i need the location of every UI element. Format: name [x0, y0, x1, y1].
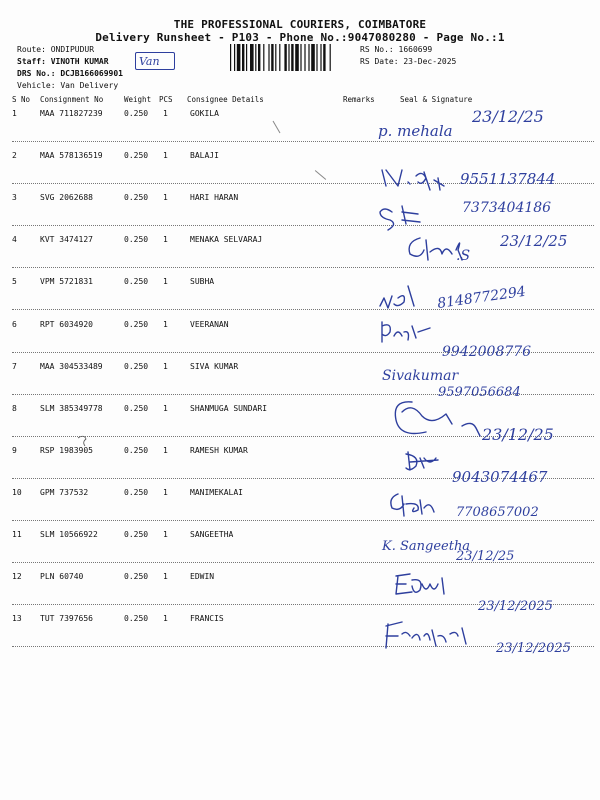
row-weight: 0.250: [124, 362, 149, 371]
row-weight: 0.250: [124, 572, 149, 581]
barcode-bar: [323, 44, 325, 71]
row-sno: 4: [12, 235, 17, 244]
row-pcs: 1: [163, 530, 168, 539]
signature-row8: [395, 402, 480, 436]
barcode-bar: [316, 44, 317, 71]
barcode-bar: [320, 44, 321, 71]
row-consignment: MAA 711827239: [40, 109, 103, 118]
row-pcs: 1: [163, 614, 168, 623]
staff-note-handwriting: Van: [139, 55, 160, 68]
row-sno: 10: [12, 488, 22, 497]
barcode-bar: [304, 44, 305, 71]
barcode-bar: [271, 44, 273, 71]
col-weight: Weight: [124, 95, 152, 104]
row-weight: 0.250: [124, 404, 149, 413]
signature-row6: [382, 322, 430, 342]
barcode-bar: [300, 44, 301, 71]
runsheet-subtitle: Delivery Runsheet - P103 - Phone No.:9047080280 - Page No.:1: [95, 31, 505, 44]
signature-row8-date: 23/12/25: [482, 425, 554, 444]
signature-row4-mark: .S: [456, 248, 471, 264]
barcode-bar: [255, 44, 256, 71]
row-consignment: SLM 10566922: [40, 530, 98, 539]
row-consignment: SLM 385349778: [40, 404, 103, 413]
row-pcs: 1: [163, 235, 168, 244]
row-consignee: RAMESH KUMAR: [190, 446, 248, 455]
signature-row5: [380, 286, 414, 308]
signature-row13-date: 23/12/2025: [496, 641, 571, 656]
barcode-bar: [308, 44, 309, 71]
row-consignment: PLN 60740: [40, 572, 84, 581]
barcode-bar: [246, 44, 247, 71]
row-consignment: MAA 304533489: [40, 362, 103, 371]
signature-row11-date: 23/12/25: [456, 549, 515, 564]
row-sno: 3: [12, 193, 17, 202]
row-sno: 9: [12, 446, 17, 455]
row-consignee: MENAKA SELVARAJ: [190, 235, 263, 244]
barcode-bar: [242, 44, 244, 71]
row-consignment: VPM 5721831: [40, 277, 93, 286]
row-sno: 6: [12, 320, 17, 329]
staff-note-box: [135, 52, 175, 70]
signature-area: [372, 100, 592, 660]
row-pcs: 1: [163, 362, 168, 371]
row-consignee: FRANCIS: [190, 614, 224, 623]
row-consignee: BALAJI: [190, 151, 219, 160]
row-pcs: 1: [163, 488, 168, 497]
signature-row3-phone: 7373404186: [462, 200, 552, 216]
signature-row12-date: 23/12/2025: [478, 599, 553, 614]
rs-date: RS Date: 23-Dec-2025: [360, 57, 457, 66]
pencil-mark: [273, 121, 281, 134]
row-pcs: 1: [163, 109, 168, 118]
row-consignee: SIVA KUMAR: [190, 362, 239, 371]
row-sno: 2: [12, 151, 17, 160]
row-sno: 13: [12, 614, 22, 623]
row-consignment: SVG 2062688: [40, 193, 93, 202]
row-sno: 1: [12, 109, 17, 118]
signature-row9: [406, 452, 438, 470]
row-consignment: RPT 6034920: [40, 320, 93, 329]
barcode-bar: [275, 44, 276, 71]
col-sno: S No: [12, 95, 31, 104]
row-weight: 0.250: [124, 151, 149, 160]
row-weight: 0.250: [124, 109, 149, 118]
staff-label: Staff: VINOTH KUMAR: [17, 57, 109, 66]
row-sno: 12: [12, 572, 22, 581]
row-weight: 0.250: [124, 193, 149, 202]
row-consignment: TUT 7397656: [40, 614, 93, 623]
row-pcs: 1: [163, 446, 168, 455]
row-pcs: 1: [163, 151, 168, 160]
row-consignee: SHANMUGA SUNDARI: [190, 404, 268, 413]
barcode-bar: [291, 44, 293, 71]
row-consignee: SANGEETHA: [190, 530, 234, 539]
pencil-mark: [315, 170, 326, 180]
signature-row3: [380, 206, 420, 230]
row-weight: 0.250: [124, 235, 149, 244]
row-pcs: 1: [163, 404, 168, 413]
signature-row4: [409, 238, 462, 260]
signature-row4-date: 23/12/25: [500, 232, 568, 250]
signature-row1-name: p. mehala: [378, 122, 453, 140]
row-weight: 0.250: [124, 446, 149, 455]
row-sno: 7: [12, 362, 17, 371]
barcode-bar: [279, 44, 280, 71]
col-consignee: Consignee Details: [187, 95, 264, 104]
row-pcs: 1: [163, 572, 168, 581]
signature-row11-name: K. Sangeetha: [382, 539, 471, 554]
col-pcs: PCS: [159, 95, 173, 104]
row-consignee: MANIMEKALAI: [190, 488, 243, 497]
barcode-bar: [330, 44, 331, 71]
barcode: [230, 44, 356, 71]
signature-row7-phone: 9597056684: [438, 385, 521, 400]
signature-row7-name: Sivakumar: [382, 368, 459, 384]
row-sno: 5: [12, 277, 17, 286]
barcode-bar: [234, 44, 235, 71]
row-sno: 8: [12, 404, 17, 413]
vehicle-label: Vehicle: Van Delivery: [17, 81, 119, 90]
signature-row1-date: 23/12/25: [472, 107, 544, 126]
barcode-bar: [250, 44, 254, 71]
signature-row10-phone: 7708657002: [456, 505, 539, 520]
barcode-bar: [295, 44, 299, 71]
barcode-bar: [237, 44, 241, 71]
col-signature: Seal & Signature: [400, 95, 473, 104]
drs-label: DRS No.: DCJB166069901: [17, 69, 123, 78]
signature-row6-phone: 9942008776: [442, 344, 532, 360]
row-consignment: GPM 737532: [40, 488, 89, 497]
barcode-bar: [284, 44, 286, 71]
row-weight: 0.250: [124, 277, 149, 286]
signature-row12: [396, 574, 444, 594]
signature-row10: [391, 494, 434, 516]
company-title: THE PROFESSIONAL COURIERS, COIMBATORE: [173, 18, 427, 31]
barcode-bar: [288, 44, 289, 71]
barcode-bar: [258, 44, 260, 71]
barcode-bar: [268, 44, 269, 71]
col-remarks: Remarks: [343, 95, 375, 104]
row-sno: 11: [12, 530, 22, 539]
signature-row9-phone: 9043074467: [452, 468, 548, 486]
row-weight: 0.250: [124, 530, 149, 539]
row-consignee: VEERANAN: [190, 320, 229, 329]
signature-row5-phone: 8148772294: [436, 283, 527, 312]
row-consignee: GOKILA: [190, 109, 219, 118]
route-label: Route: ONDIPUDUR: [17, 45, 95, 54]
row-pcs: 1: [163, 193, 168, 202]
row-weight: 0.250: [124, 614, 149, 623]
row-pcs: 1: [163, 320, 168, 329]
signature-row2: [382, 170, 444, 190]
row-consignment: MAA 578136519: [40, 151, 103, 160]
rs-number: RS No.: 1660699: [360, 45, 433, 54]
signature-row13: [386, 622, 466, 648]
row-consignee: SUBHA: [190, 277, 215, 286]
row-consignment: KVT 3474127: [40, 235, 93, 244]
barcode-bar: [263, 44, 264, 71]
pencil-mark: [76, 434, 92, 448]
row-pcs: 1: [163, 277, 168, 286]
row-consignee: HARI HARAN: [190, 193, 239, 202]
row-consignee: EDWIN: [190, 572, 215, 581]
barcode-bar: [311, 44, 315, 71]
row-weight: 0.250: [124, 320, 149, 329]
row-consignment: RSP 1983905: [40, 446, 93, 455]
row-weight: 0.250: [124, 488, 149, 497]
barcode-bar: [230, 44, 231, 71]
signature-row2-phone: 9551137844: [460, 170, 556, 188]
col-consignment: Consignment No: [40, 95, 104, 104]
